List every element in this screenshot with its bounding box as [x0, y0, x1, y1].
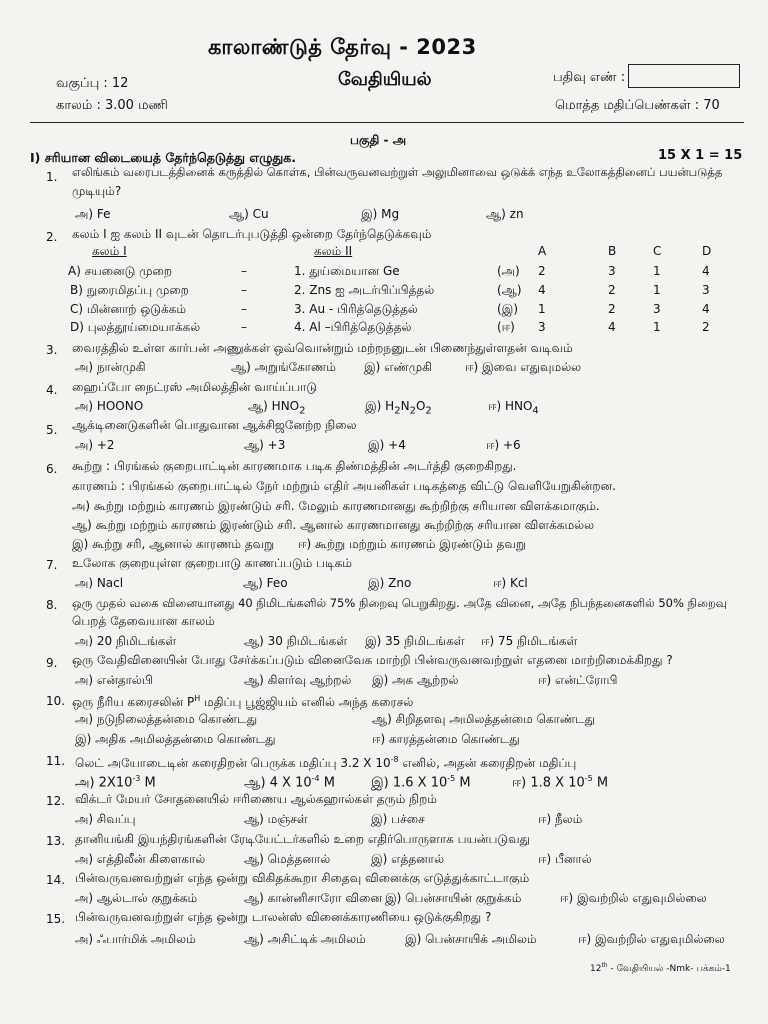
q12-option-a: அ) சிவப்பு — [75, 812, 136, 826]
q15-option-d: ஈ) இவற்றில் எதுவுமில்லை — [578, 932, 725, 946]
q5-option-a: அ) +2 — [75, 438, 115, 452]
q13-option-b: ஆ) மெத்தனால் — [244, 852, 331, 866]
q2-row1-dash: – — [241, 264, 247, 278]
q11-option-a: அ) $2X10^{-3}$ M — [75, 774, 156, 791]
q15-option-b: ஆ) அசிட்டிக் அமிலம் — [244, 932, 366, 946]
q2-row2-b: 2 — [608, 283, 616, 297]
q2-row3-c: 3 — [653, 302, 661, 316]
q2-column2-heading: கலம் II — [314, 244, 353, 258]
register-number-box[interactable] — [628, 64, 740, 88]
q7-option-c: இ) Zno — [368, 576, 412, 590]
q7-option-b: ஆ) Feo — [243, 576, 288, 590]
q4-option-d: ஈ) $HNO_4$ — [488, 399, 539, 417]
q4-number: 4. — [46, 383, 58, 397]
q3-option-d: ஈ) இவை எதுவுமல்ல — [465, 360, 582, 374]
q7-option-d: ஈ) Kcl — [493, 576, 528, 590]
q2-row1-left: A) சயனைடு முறை — [68, 264, 173, 278]
q12-option-c: இ) பச்சை — [371, 812, 425, 826]
q7-option-a: அ) Nacl — [75, 576, 124, 590]
q3-option-c: இ) எண்முகி — [364, 360, 432, 374]
q13-number: 13. — [46, 834, 66, 848]
q12-number: 12. — [46, 794, 66, 808]
q14-number: 14. — [46, 873, 66, 887]
q2-row1-b: 3 — [608, 264, 616, 278]
time-label: காலம் : 3.00 மணி — [56, 98, 168, 113]
q2-head-a: A — [538, 244, 547, 258]
q4-option-b: ஆ) $HNO_2$ — [248, 399, 306, 417]
q13-option-a: அ) எத்திலீன் கிளைகால் — [75, 852, 206, 866]
q12-text: விக்டர் மேயர் சோதனையில் ஈரிணைய ஆல்கஹால்கள் தரும் நிறம் — [75, 792, 437, 806]
q1-text-line2: முடியும்? — [72, 184, 122, 198]
q1-option-a: அ) Fe — [75, 207, 111, 221]
q15-text: பின்வருவனவற்றுள் எந்த ஒன்று டாலன்ஸ் வினைக்காரணியை ஒடுக்குகிறது ? — [75, 910, 492, 924]
q11-option-d: ஈ) 1.8 X $10^{-5}$ M — [512, 774, 609, 791]
q2-row2-left: B) நுரைமிதப்பு முறை — [70, 283, 189, 297]
q14-text: பின்வருவனவற்றுள் எந்த ஒன்று விகிதக்கூறா சிதைவு வினைக்கு எடுத்துக்காட்டாகும் — [75, 871, 530, 885]
q9-option-d: ஈ) என்ட்ரோபி — [538, 673, 618, 687]
q10-number: 10. — [46, 694, 66, 708]
q2-row2-option: (ஆ) — [497, 283, 522, 297]
q10-option-a: அ) நடுநிலைத்தன்மை கொண்டது — [75, 712, 258, 726]
exam-title: காலாண்டுத் தேர்வு - 2023 — [208, 35, 477, 59]
q2-row4-left: D) புலத்தூய்மையாக்கல் — [70, 320, 201, 334]
q2-head-c: C — [653, 244, 662, 258]
q5-option-b: ஆ) +3 — [244, 438, 286, 452]
q2-row2-right: 2. Zns ஐ அடர்பிப்பித்தல் — [294, 283, 435, 297]
q6-reason: காரணம் : பிரங்கல் குறைபாட்டில் நேர் மற்றும் எதிர் அயனிகள் படிகத்தை விட்டு வெளியேறுகின்றன. — [72, 479, 616, 493]
header-divider — [30, 122, 744, 123]
q15-option-c: இ) பென்சாயிக் அமிலம் — [405, 932, 537, 946]
q7-text: உலோக குறையுள்ள குறைபாடு காணப்படும் படிகம் — [72, 556, 352, 570]
q2-row3-d: 4 — [702, 302, 710, 316]
q10-option-c: இ) அதிக அமிலத்தன்மை கொண்டது — [75, 732, 276, 746]
q2-row2-d: 3 — [702, 283, 710, 297]
q8-option-a: அ) 20 நிமிடங்கள் — [75, 634, 177, 648]
q2-row1-a: 2 — [538, 264, 546, 278]
q1-option-c: இ) Mg — [361, 207, 400, 221]
q6-option-a: அ) கூற்று மற்றும் காரணம் இரண்டும் சரி. மேலும் காரணமானது கூற்றிற்கு சரியான விளக்கமாகும். — [72, 499, 600, 513]
q8-option-c: இ) 35 நிமிடங்கள் — [365, 634, 465, 648]
q5-number: 5. — [46, 423, 58, 437]
q15-option-a: அ) ஃபார்மிக் அமிலம் — [75, 932, 196, 946]
q2-row2-c: 1 — [653, 283, 661, 297]
q2-row1-right: 1. துய்மையான Ge — [294, 264, 400, 278]
section-title: பகுதி - அ — [350, 133, 407, 147]
q13-text: தானியங்கி இயந்திரங்களின் ரேடியேட்டர்களில் உறை எதிர்பொருளாக பயன்படுவது — [75, 832, 530, 846]
page-footer: 12th - வேதியியல் -Nmk- பக்கம்-1 — [590, 962, 731, 974]
q6-number: 6. — [46, 462, 58, 476]
q6-option-d: ஈ) கூற்று மற்றும் காரணம் இரண்டும் தவறு — [298, 537, 526, 551]
q11-number: 11. — [46, 754, 66, 768]
q5-text: ஆக்டினைடுகளின் பொதுவான ஆக்சிஜனேற்ற நிலை — [72, 418, 357, 432]
q11-option-b: ஆ) 4 X $10^{-4}$ M — [244, 774, 335, 791]
total-marks-label: மொத்த மதிப்பெண்கள் : 70 — [555, 98, 720, 113]
q2-head-b: B — [608, 244, 617, 258]
q8-text-line1: ஒரு முதல் வகை வினையானது 40 நிமிடங்களில் 75% நிறைவு பெறுகிறது. அதே வினை, அதே நிபந்தனைகளில் 50% நிறைவு — [72, 596, 727, 610]
q6-option-b: ஆ) கூற்று மற்றும் காரணம் இரண்டும் சரி. ஆனால் காரணமானது கூற்றிற்கு சரியான விளக்கமல்ல — [72, 518, 595, 532]
q1-number: 1. — [46, 170, 58, 184]
q6-option-c: இ) கூற்று சரி, ஆனால் காரணம் தவறு — [72, 537, 275, 551]
q4-option-a: அ) HOONO — [75, 399, 144, 413]
q2-row4-dash: – — [241, 320, 247, 334]
q1-option-b: ஆ) Cu — [229, 207, 269, 221]
q2-row3-right: 3. Au - பிரித்தெடுத்தல் — [294, 302, 418, 316]
q6-assertion: கூற்று : பிரங்கல் குறைபாட்டின் காரணமாக படிக திண்மத்தின் அடர்த்தி குறைகிறது. — [72, 459, 517, 473]
q3-option-a: அ) நான்முகி — [75, 360, 146, 374]
q9-option-a: அ) என்தால்பி — [75, 673, 153, 687]
q4-option-c: இ) $H_2N_2O_2$ — [365, 399, 432, 417]
q2-row3-left: C) மின்னாற் ஒடுக்கம் — [70, 302, 186, 316]
q8-option-b: ஆ) 30 நிமிடங்கள் — [244, 634, 348, 648]
q2-row4-right: 4. Al –பிரித்தெடுத்தல் — [294, 320, 412, 334]
section-instruction: I) சரியான விடையைத் தேர்ந்தெடுத்து எழுதுக. — [30, 150, 297, 165]
q4-text: ஹைப்போ நைட்ரஸ் அமிலத்தின் வாய்ப்பாடு — [72, 380, 318, 394]
q2-row1-d: 4 — [702, 264, 710, 278]
q2-row4-a: 3 — [538, 320, 546, 334]
q2-text: கலம் I ஐ கலம் II வுடன் தொடர்புபடுத்தி ஒன்றை தேர்ந்தெடுக்கவும் — [72, 227, 432, 241]
q9-number: 9. — [46, 656, 58, 670]
q1-option-d: ஆ) zn — [486, 207, 524, 221]
q10-option-d: ஈ) காரத்தன்மை கொண்டது — [372, 732, 520, 746]
q14-option-a: அ) ஆல்டால் குறுக்கம் — [75, 891, 198, 905]
q8-text-line2: பெறத் தேவையான காலம் — [72, 614, 215, 628]
q11-text: லெட் அயோடைடின் கரைதிறன் பெருக்க மதிப்பு 3.2 X $10^{-8}$ எனில், அதன் கரைதிறன் மதிப்பு — [75, 755, 577, 770]
q15-number: 15. — [46, 912, 66, 926]
class-label: வகுப்பு : 12 — [56, 76, 129, 91]
q14-option-c: இ) பென்சாயின் குறுக்கம் — [385, 891, 522, 905]
q11-option-c: இ) 1.6 X $10^{-5}$ M — [371, 774, 471, 791]
register-number-label: பதிவு எண் : — [553, 70, 626, 85]
q5-option-d: ஈ) +6 — [486, 438, 521, 452]
q14-option-d: ஈ) இவற்றில் எதுவுமில்லை — [560, 891, 707, 905]
section-marks: 15 X 1 = 15 — [658, 148, 743, 163]
q14-option-b: ஆ) கான்னிசாரோ வினை — [244, 891, 382, 905]
q2-row3-a: 1 — [538, 302, 546, 316]
q5-option-c: இ) +4 — [368, 438, 406, 452]
q2-head-d: D — [702, 244, 712, 258]
q3-option-b: ஆ) அறுங்கோணம் — [231, 360, 336, 374]
q10-text: ஒரு நீரிய கரைசலின் $P^H$ மதிப்பு பூஜ்ஜியம் எனில் அந்த கரைசல் — [72, 694, 414, 709]
q2-number: 2. — [46, 230, 58, 244]
q12-option-d: ஈ) நீலம் — [538, 812, 583, 826]
q2-row3-b: 2 — [608, 302, 616, 316]
q7-number: 7. — [46, 558, 58, 572]
subject-title: வேதியியல் — [338, 69, 432, 90]
q2-row1-option: (அ) — [497, 264, 520, 278]
q8-number: 8. — [46, 598, 58, 612]
q9-option-b: ஆ) கிளர்வு ஆற்றல் — [244, 673, 352, 687]
q13-option-d: ஈ) பீனால் — [538, 852, 592, 866]
q8-option-d: ஈ) 75 நிமிடங்கள் — [481, 634, 578, 648]
q2-row4-c: 1 — [653, 320, 661, 334]
q2-row3-dash: – — [241, 302, 247, 316]
q2-row4-option: (ஈ) — [497, 320, 515, 334]
q3-text: வைரத்தில் உள்ள கார்பன் அணுக்கள் ஒவ்வொன்றும் மற்றநனுடன் பிணைந்துள்ளதன் வடிவம் — [72, 341, 573, 355]
q10-option-b: ஆ) சிறிதளவு அமிலத்தன்மை கொண்டது — [372, 712, 596, 726]
q2-row2-a: 4 — [538, 283, 546, 297]
q2-row4-d: 2 — [702, 320, 710, 334]
q2-row1-c: 1 — [653, 264, 661, 278]
q9-option-c: இ) அக ஆற்றல் — [372, 673, 459, 687]
q13-option-c: இ) எத்தனால் — [371, 852, 445, 866]
q1-text-line1: எலிங்கம் வரைபடத்தினைக் கருத்தில் கொள்க, பின்வருவனவற்றுள் அலுமினாவை ஒடுக்க் எந்த உலோகத்தினைப் பயன்படுத்த — [72, 165, 723, 179]
q12-option-b: ஆ) மஞ்சள் — [244, 812, 308, 826]
q2-column1-heading: கலம் I — [92, 244, 127, 258]
q2-row4-b: 4 — [608, 320, 616, 334]
q9-text: ஒரு வேதிவினையின் போது சேர்க்கப்படும் வினைவேக மாற்றி பின்வருவனவற்றுள் எதனை மாற்றிமைக்கிறது ? — [72, 653, 673, 667]
q3-number: 3. — [46, 343, 58, 357]
q2-row3-option: (இ) — [497, 302, 519, 316]
q2-row2-dash: – — [241, 283, 247, 297]
